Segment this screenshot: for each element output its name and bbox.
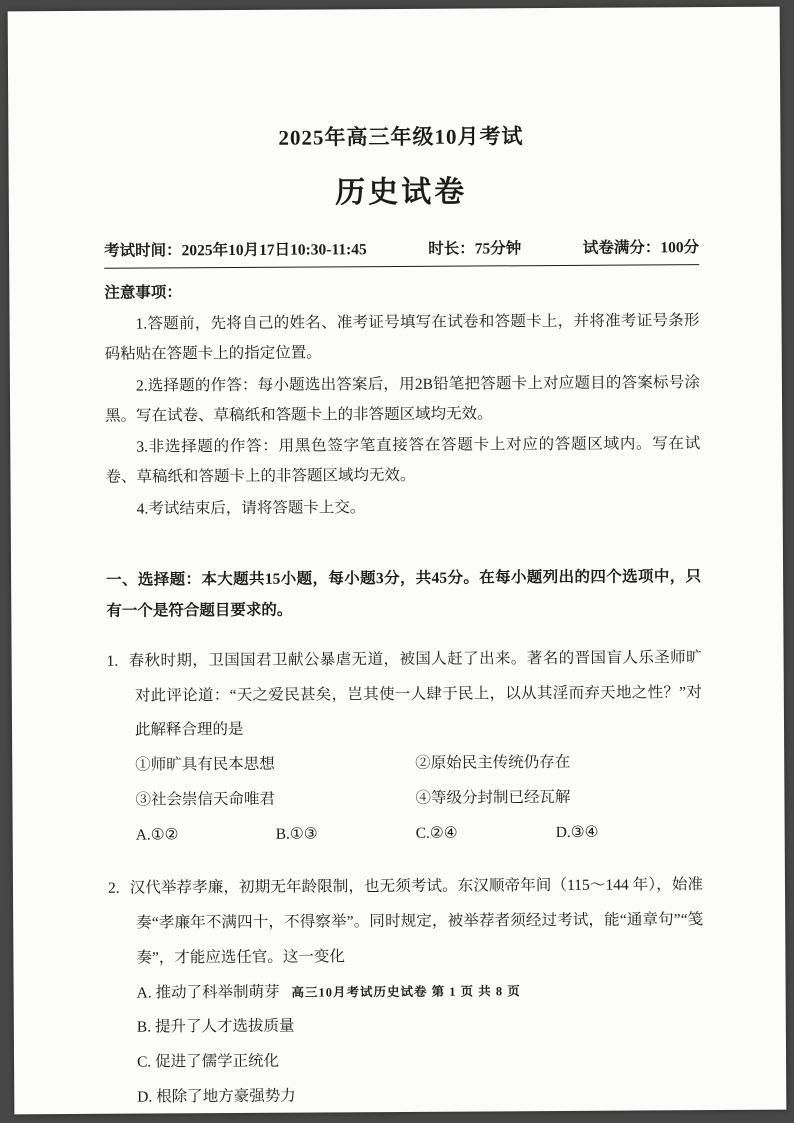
question-1-choices [108, 815, 703, 854]
exam-subject-title: 历史试卷 [335, 175, 468, 210]
notice-heading: 注意事项： [104, 284, 182, 302]
notice-item-2: 2.选择题的作答：每小题选出答案后，用2B铅笔把答题卡上对应题目的答案标号涂黑。写在试卷、草稿纸和答题卡上的非答题区域均无效。 [105, 374, 700, 425]
statement-4: ④等级分封制已经瓦解 [415, 789, 571, 808]
question-1 [107, 641, 703, 854]
statement-3: ③社会崇信天命唯君 [135, 790, 276, 809]
question-2-number: 2. [107, 879, 120, 897]
question-1-stem [107, 641, 703, 749]
exam-meta-row [104, 235, 699, 261]
statement-1: ①师旷具有民本思想 [135, 756, 275, 774]
exam-full-score: 试卷满分：100分 [582, 239, 700, 257]
notice-item-1: 1.答题前，先将自己的姓名、准考证号填写在试卷和答题卡上，并将准考证号条形码粘贴在答题卡上的指定位置。 [104, 312, 700, 363]
choice-d: D.③④ [555, 823, 599, 842]
choice-c: C.②④ [415, 824, 458, 842]
choice-c: C. 促进了儒学正统化 [137, 1053, 280, 1071]
exam-duration: 时长：75分钟 [428, 240, 522, 258]
page-content [103, 7, 705, 1114]
choice-a: A. 推动了科举制萌芽 [136, 983, 280, 1002]
notice-item-3: 3.非选择题的作答：用黑色签字笔直接答在答题卡上对应的答题区域内。写在试卷、草稿纸和答题卡上的非答题区域均无效。 [105, 435, 701, 486]
statement-2: ②原始民主传统仍存在 [415, 754, 571, 773]
statement-row [135, 745, 702, 783]
exam-time: 考试时间：2025年10月17日10:30-11:45 [104, 241, 367, 260]
meta-divider-line [104, 264, 699, 269]
choice-b: B. 提升了人才选拔质量 [136, 1018, 295, 1037]
choice-d: D. 根除了地方豪强势力 [137, 1087, 296, 1106]
question-1-number: 1. [106, 652, 119, 670]
statement-row [135, 780, 702, 818]
section-1-heading: 一、选择题：本大题共15小题，每小题3分，共45分。在每小题列出的四个选项中，只有一个是符合题目要求的。 [106, 567, 702, 620]
page-footer: 高三10月考试历史试卷 第 1 页 共 8 页 [291, 984, 521, 1000]
question-2-stem [108, 868, 704, 976]
exam-title: 2025年高三年级10月考试 [278, 124, 524, 150]
choice-b: B.①③ [275, 825, 318, 843]
notice-item-4: 4.考试结束后，请将答题卡上交。 [136, 499, 366, 518]
scanned-exam-page [8, 7, 787, 1115]
question-1-text: 春秋时期，卫国国君卫献公暴虐无道，被国人赶了出来。著名的晋国盲人乐圣师旷对此评论道：“天之爱民甚矣，岂其使一人肆于民上，以从其淫而弃天地之性？”对此解释合理的是 [128, 648, 702, 740]
question-1-statements [107, 745, 702, 818]
choice-a: A.①② [135, 826, 179, 844]
question-2-text: 汉代举荐孝廉，初期无年龄限制，也无须考试。东汉顺帝年间（115～144 年），始准奏“孝廉年不满四十，不得察举”。同时规定，被举荐者须经过考试，能“通章句”“笺奏”，才能应选任官。这一变化 [129, 876, 704, 967]
